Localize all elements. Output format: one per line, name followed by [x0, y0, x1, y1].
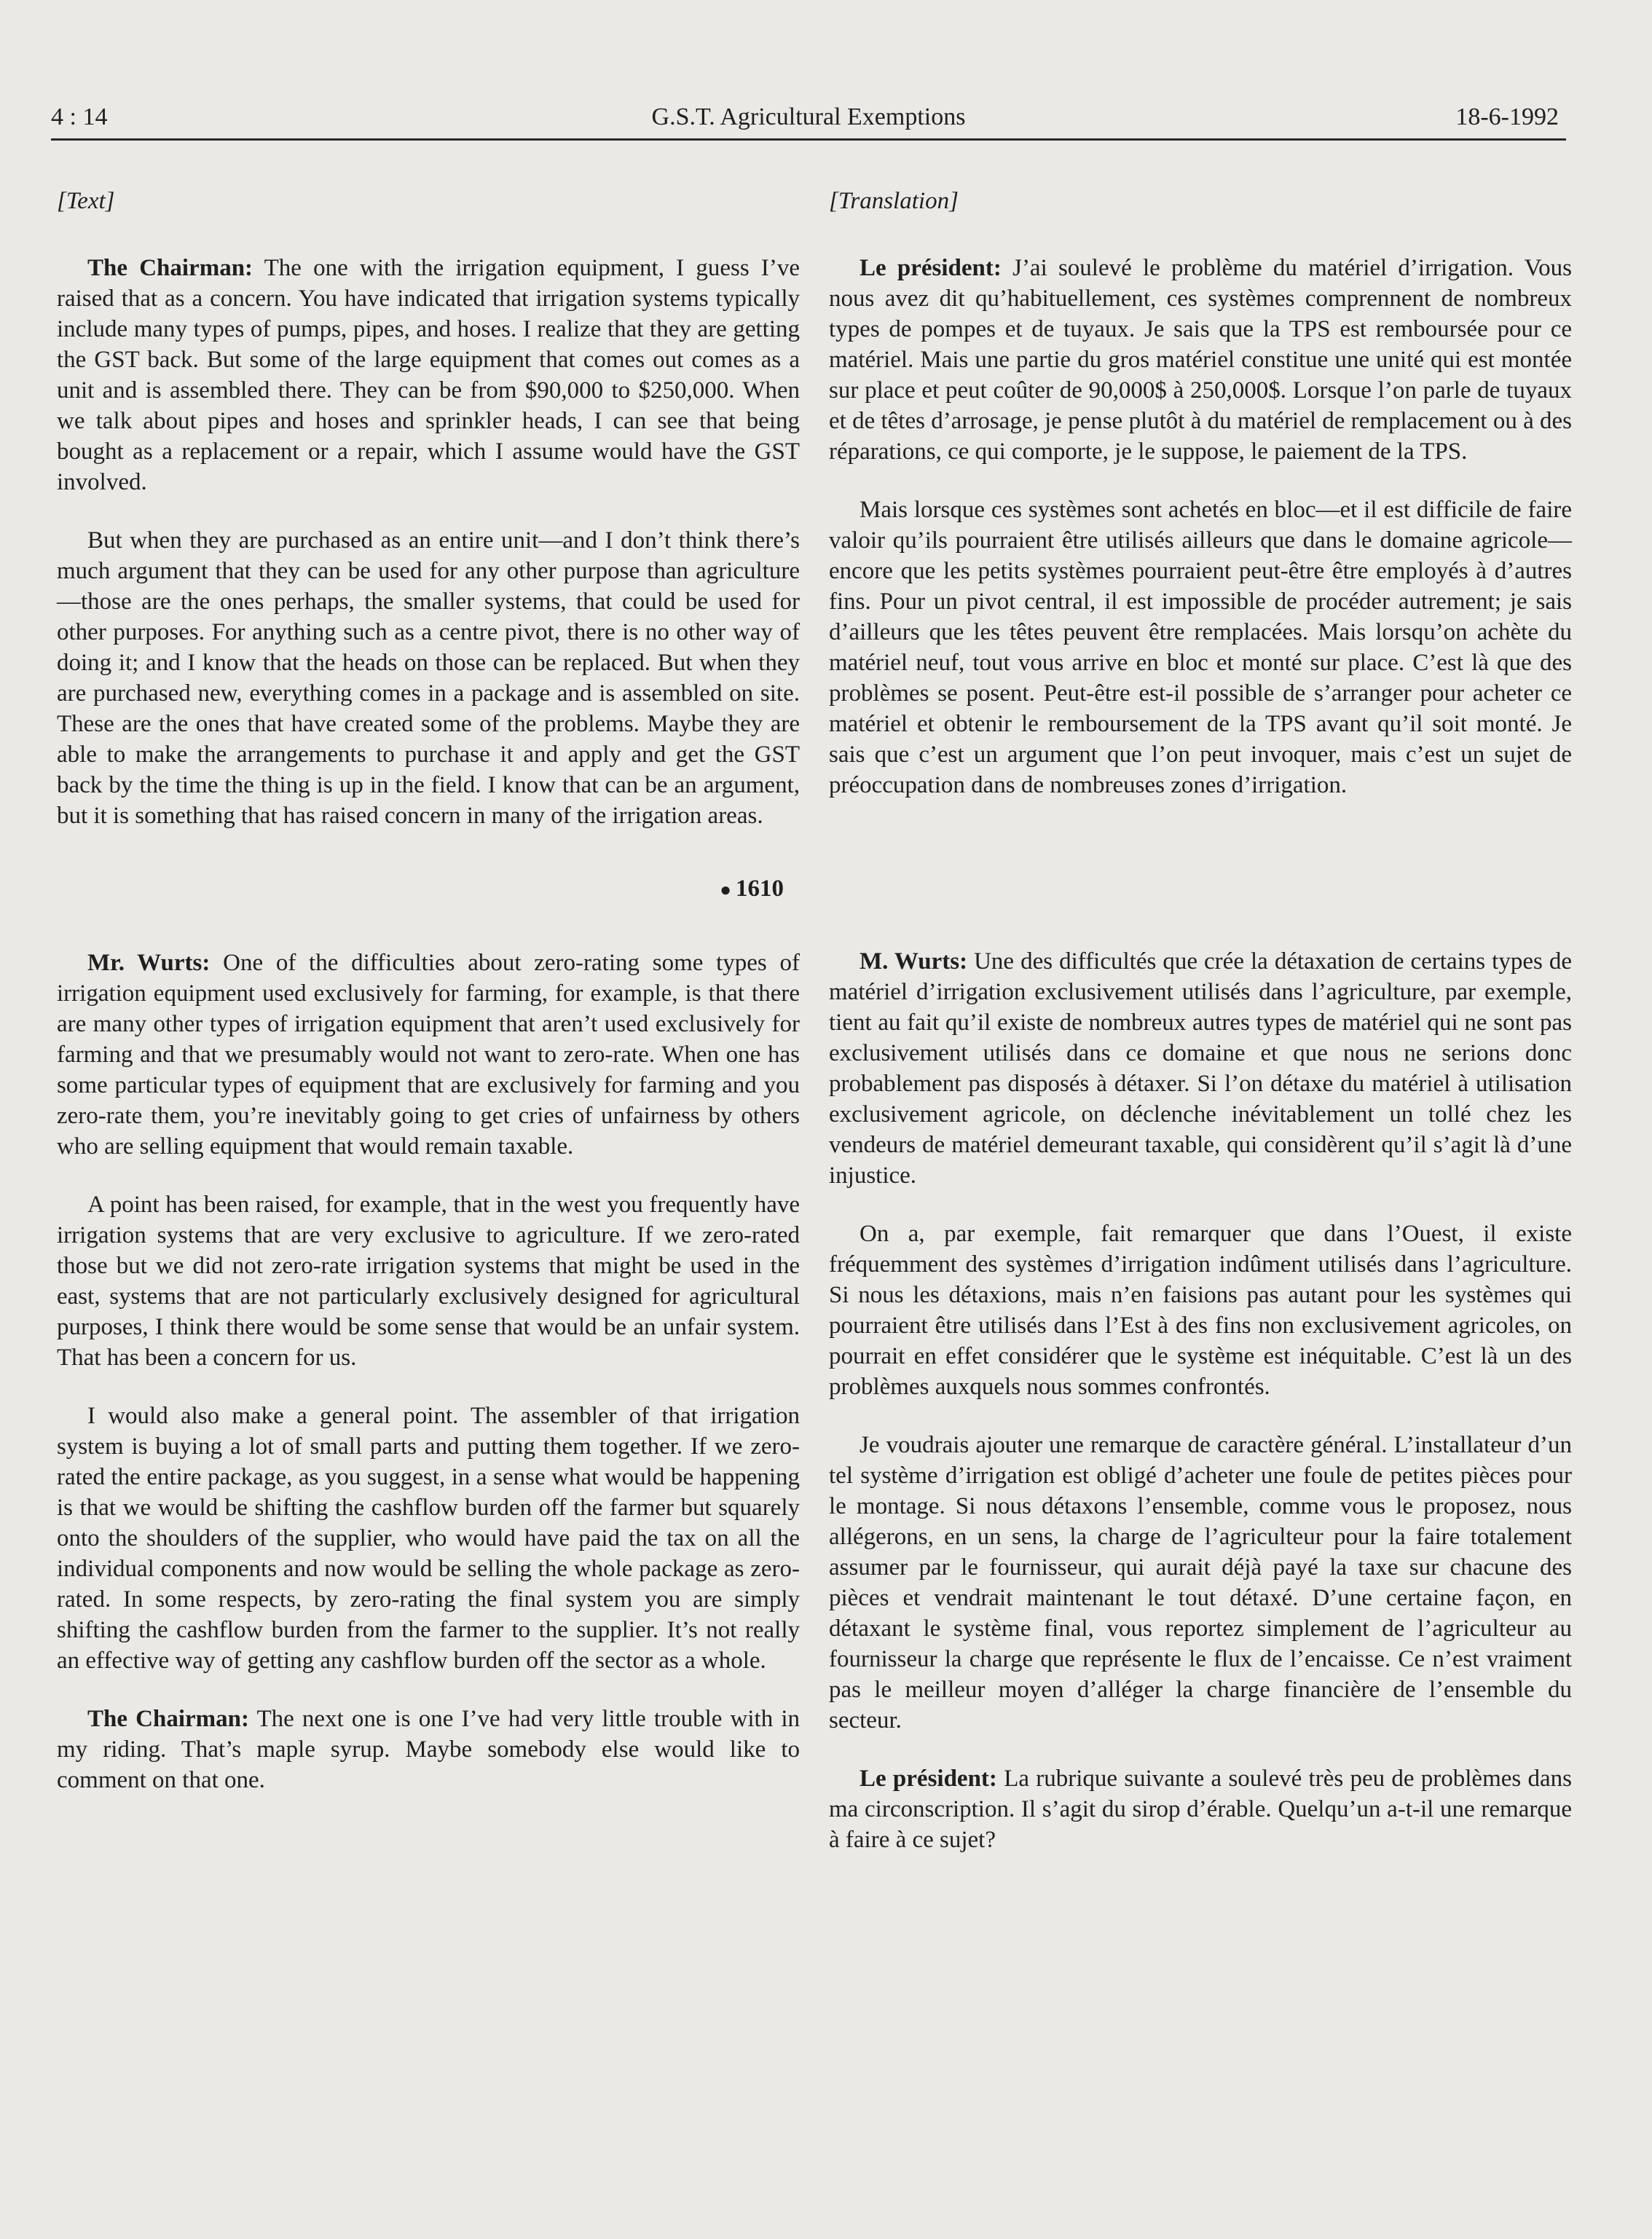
chairman-paragraph-2	[57, 1704, 800, 1795]
paragraph-text: One of the difficulties about zero-rating some types of irrigation equipment used exclusively for farming, for example, is that there are many other types of irrigation equipment that aren’t used exclusively for farming and that we presumably would not want to zero-rate. When one has some particular types of equipment that are exclusively for farming and you zero-rate them, you’re inevitably going to get cries of unfairness by others who are selling equipment that would remain taxable.	[57, 950, 800, 1160]
wurts-paragraph-fr	[829, 946, 1572, 1191]
paragraph-text: J’ai soulevé le problème du matériel d’irrigation. Vous nous avez dit qu’habituellement, ces systèmes comprennent de nombreux types de pompes et de tuyaux. Je sais que la TPS est remboursée pour ce matériel. Mais une partie du gros matériel constitue une unité qui est montée sur place et peut coûter de 90,000$ à 250,000$. Lorsque l’on parle de tuyaux et de têtes d’arrosage, je pense plutôt à du matériel de remplacement ou à des réparations, ce qui comporte, je le suppose, le paiement de la TPS.	[829, 255, 1572, 465]
bullet-icon: ●	[720, 879, 731, 901]
wurts-paragraph	[57, 948, 800, 1162]
chairman-paragraph	[57, 253, 800, 497]
wurts-paragraph-fr-2: On a, par exemple, fait remarquer que dans l’Ouest, il existe fréquemment des systèmes d’irrigation indûment utilisés dans l’agriculture. Si nous les détaxions, mais n’en faisions pas autant pour les systèmes qui pourraient être utilisés dans l’Est à des fins non exclusivement agricoles, on pourrait en effet considérer que le système est inéquitable. C’est là un des problèmes auxquels nous sommes confrontés.	[829, 1221, 1572, 1400]
speaker-name: The Chairman:	[87, 1706, 249, 1733]
paragraph-text: Une des difficultés que crée la détaxation de certains types de matériel d’irrigation exclusivement utilisés dans l’agriculture, par exemple, tient au fait qu’il existe de nombreux autres types de matériel qui ne sont pas exclusivement utilisés dans ce domaine et que nous ne serions donc probablement pas disposés à détaxer. Si l’on détaxe du matériel à utilisation exclusivement agricole, on déclenche inévitablement un tollé chez les vendeurs de matériel demeurant taxable, qui considèrent qu’il s’agit là d’une injustice.	[829, 948, 1572, 1189]
paragraph-text: La rubrique suivante a soulevé très peu de problèmes dans ma circonscription. Il s’agit du sirop d’érable. Quelqu’un a-t-il une remarque à faire à ce sujet?	[829, 1766, 1572, 1853]
page-number: 4 : 14	[51, 103, 108, 130]
time-marker-text: 1610	[736, 875, 784, 902]
wurts-paragraph-3: I would also make a general point. The assembler of that irrigation system is buying a lot of small parts and putting them together. If we zero-rated the entire package, as you suggest, in a sense what would be happening is that we would be shifting the cashflow burden off the farmer but squarely onto the shoulders of the supplier, who would have paid the tax on all the individual components and now would be selling the whole package as zero-rated. In some respects, by zero-rating the final system you are simply shifting the cashflow burden from the farmer to the supplier. It’s not really an effective way of getting any cashflow burden off the sector as a whole.	[57, 1403, 800, 1675]
speaker-name: The Chairman:	[87, 255, 253, 281]
text-label: [Text]	[57, 188, 115, 214]
chairman-paragraph-continued: But when they are purchased as an entire unit—and I don’t think there’s much argument that they can be used for any other purpose than agriculture—those are the ones perhaps, the smaller systems, that could be used for other purposes. For anything such as a centre pivot, there is no other way of doing it; and I know that the heads on those can be replaced. But when they are purchased new, everything comes in a package and is assembled on site. These are the ones that have created some of the problems. Maybe they are able to make the arrangements to purchase it and apply and get the GST back by the time the thing is up in the field. I know that can be an argument, but it is something that has raised concern in many of the irrigation areas.	[57, 527, 800, 829]
paragraph-text: The one with the irrigation equipment, I guess I’ve raised that as a concern. You have indicated that irrigation systems typically include many types of pumps, pipes, and hoses. I realize that they are getting the GST back. But some of the large equipment that comes out comes as a unit and is assembled there. They can be from $90,000 to $250,000. When we talk about pipes and hoses and sprinkler heads, I can see that being bought as a replacement or a repair, which I assume would have the GST involved.	[57, 255, 800, 495]
french-column	[829, 186, 1572, 1855]
president-paragraph	[829, 253, 1572, 467]
english-column	[57, 186, 800, 1795]
president-paragraph-continued: Mais lorsque ces systèmes sont achetés en bloc—et il est difficile de faire valoir qu’ils pourraient être utilisés ailleurs que dans le domaine agricole—encore que les petits systèmes pourraient peut-être être employés à d’autres fins. Pour un pivot central, il est impossible de procéder autrement; je sais d’ailleurs que les têtes peuvent être remplacées. Mais lorsqu’on achète du matériel neuf, tout vous arrive en bloc et monté sur place. C’est là que des problèmes se posent. Peut-être est-il possible de s’arranger pour acheter ce matériel et obtenir le remboursement de la TPS avant qu’il soit monté. Je sais que c’est un argument que l’on peut invoquer, mais c’est un sujet de préoccupation dans de nombreuses zones d’irrigation.	[829, 497, 1572, 798]
speaker-name: Le président:	[860, 255, 1002, 281]
paragraph-text: The next one is one I’ve had very little trouble with in my riding. That’s maple syrup. Maybe somebody else would like to comment on that one.	[57, 1706, 800, 1794]
translation-label: [Translation]	[829, 188, 959, 214]
speaker-name: M. Wurts:	[860, 948, 968, 975]
speaker-name: Mr. Wurts:	[87, 950, 211, 977]
page-header	[51, 96, 1566, 141]
running-title: G.S.T. Agricultural Exemptions	[651, 103, 966, 130]
speaker-name: Le président:	[860, 1766, 997, 1792]
wurts-paragraph-2: A point has been raised, for example, that in the west you frequently have irrigation systems that are very exclusive to agriculture. If we zero-rated those but we did not zero-rate irrigation systems that might be used in the east, systems that are not particularly exclusively designed for agricultural purposes, I think there would be some sense that would be an unfair system. That has been a concern for us.	[57, 1192, 800, 1372]
wurts-paragraph-fr-3: Je voudrais ajouter une remarque de caractère général. L’installateur d’un tel système d’irrigation est obligé d’acheter une foule de petites pièces pour le montage. Si nous détaxons l’ensemble, comme vous le proposez, nous allégerons, en un sens, la charge de l’agriculteur pour la faire totalement assumer par le fournisseur, qui aurait déjà payé la taxe sur chacune des pièces et vendrait maintenant le tout détaxé. D’une certaine façon, en détaxant le système final, vous reportez simplement de l’agriculteur au fournisseur la charge que représente le flux de l’encaisse. Ce n’est vraiment pas le meilleur moyen d’alléger la charge financière de l’ensemble du secteur.	[829, 1432, 1572, 1734]
header-date: 18-6-1992	[1455, 103, 1559, 130]
president-paragraph-2	[829, 1763, 1572, 1855]
time-marker	[57, 873, 800, 905]
